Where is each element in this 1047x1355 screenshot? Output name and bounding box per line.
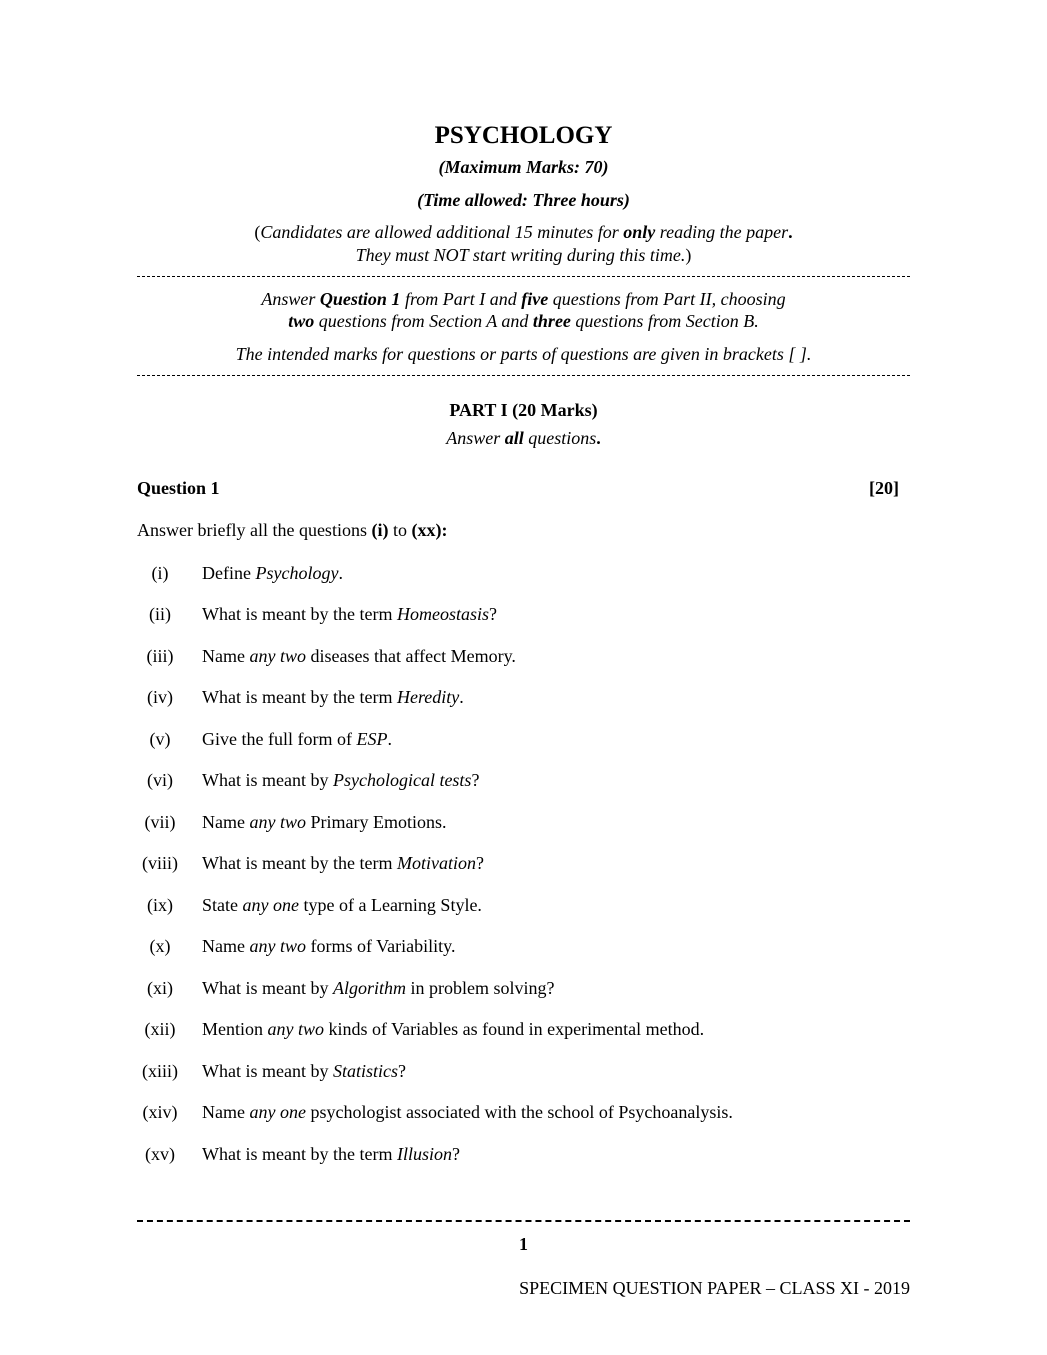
item-text: What is meant by the term Homeostasis? xyxy=(202,604,497,624)
item-number: (xi) xyxy=(147,978,173,998)
instruction-text: Answer xyxy=(261,289,320,309)
footer-divider xyxy=(137,1220,910,1222)
item-number: (vii) xyxy=(144,812,176,832)
item-number: (xv) xyxy=(145,1144,175,1164)
subheading-period: . xyxy=(596,428,601,448)
instructions-line2 xyxy=(137,310,910,332)
item-text: Mention any two kinds of Variables as found in experimental method. xyxy=(202,1019,705,1039)
divider-line xyxy=(137,375,910,376)
note-emphasis: only xyxy=(623,222,656,242)
item-text: Give the full form of ESP. xyxy=(202,729,392,749)
item-number: (ix) xyxy=(147,895,173,915)
note-text: Candidates are allowed additional 15 minutes for xyxy=(260,222,624,242)
instruction-emphasis: five xyxy=(521,289,549,309)
item-number: (i) xyxy=(151,563,169,583)
instruction-emphasis: Question 1 xyxy=(319,289,401,309)
instruction-emphasis: three xyxy=(532,311,571,331)
open-paren: ( xyxy=(254,222,261,242)
instruction-text: questions from Part II, choosing xyxy=(548,289,786,309)
note-text: reading the paper xyxy=(655,222,789,242)
intro-emphasis: (i) xyxy=(371,520,389,540)
reading-time-note-line1 xyxy=(137,221,910,243)
item-number: (ii) xyxy=(149,604,171,624)
item-text: What is meant by Algorithm in problem solving? xyxy=(202,978,555,998)
item-number: (vi) xyxy=(147,770,173,790)
part-heading: PART I (20 Marks) xyxy=(449,400,598,420)
item-number: (iv) xyxy=(147,687,173,707)
divider-line xyxy=(137,276,910,277)
item-text: Name any two forms of Variability. xyxy=(202,936,456,956)
note-period: . xyxy=(788,222,793,242)
page-title: PSYCHOLOGY xyxy=(434,122,613,149)
item-text: What is meant by Statistics? xyxy=(202,1061,406,1081)
instructions-line1 xyxy=(137,288,910,310)
item-number: (xiii) xyxy=(142,1061,178,1081)
item-text: What is meant by the term Illusion? xyxy=(202,1144,460,1164)
item-text: What is meant by the term Motivation? xyxy=(202,853,484,873)
marks-note: The intended marks for questions or parts of questions are given in brackets [ ]. xyxy=(235,344,812,364)
part-subheading xyxy=(137,427,910,449)
subheading-emphasis: all xyxy=(504,428,524,448)
item-number: (xiv) xyxy=(142,1102,178,1122)
instruction-text: from Part I and xyxy=(400,289,522,309)
item-number: (viii) xyxy=(142,853,178,873)
item-text: Name any two Primary Emotions. xyxy=(202,812,447,832)
intro-emphasis: (xx): xyxy=(411,520,448,540)
maximum-marks: (Maximum Marks: 70) xyxy=(438,157,609,177)
subheading-text: Answer xyxy=(446,428,505,448)
time-allowed: (Time allowed: Three hours) xyxy=(417,190,630,210)
item-number: (v) xyxy=(149,729,171,749)
paper-label: SPECIMEN QUESTION PAPER – CLASS XI - 2019 xyxy=(519,1278,910,1298)
item-text: Name any two diseases that affect Memory. xyxy=(202,646,516,666)
subheading-text: questions xyxy=(523,428,597,448)
item-number: (xii) xyxy=(144,1019,176,1039)
page-number: 1 xyxy=(519,1234,528,1254)
intro-text: Answer briefly all the questions xyxy=(137,520,372,540)
question-label: Question 1 xyxy=(137,478,220,498)
item-text: Name any one psychologist associated with the school of Psychoanalysis. xyxy=(202,1102,733,1122)
question-intro xyxy=(137,520,447,541)
close-paren: ) xyxy=(685,245,692,265)
note-text: They must NOT start writing during this time. xyxy=(355,245,686,265)
item-text: Define Psychology. xyxy=(202,563,343,583)
instruction-text: questions from Section B. xyxy=(570,311,759,331)
instruction-emphasis: two xyxy=(288,311,315,331)
item-text: State any one type of a Learning Style. xyxy=(202,895,482,915)
intro-text: to xyxy=(388,520,412,540)
reading-time-note-line2 xyxy=(137,244,910,266)
question-marks: [20] xyxy=(869,478,899,498)
item-number: (x) xyxy=(149,936,171,956)
item-text: What is meant by Psychological tests? xyxy=(202,770,480,790)
item-number: (iii) xyxy=(146,646,174,666)
instruction-text: questions from Section A and xyxy=(314,311,533,331)
item-text: What is meant by the term Heredity. xyxy=(202,687,464,707)
